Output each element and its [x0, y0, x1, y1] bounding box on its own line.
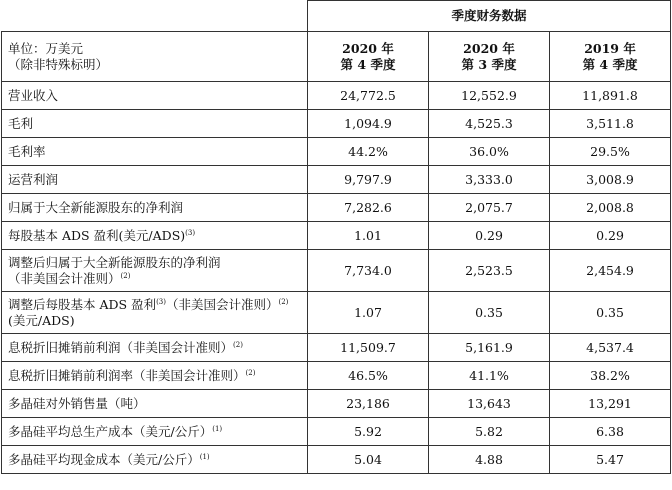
value-cell: 1.07 — [308, 292, 429, 334]
footnote-marker: (2) — [245, 368, 256, 377]
row-label-line — [8, 200, 301, 216]
value-cell: 1,094.9 — [308, 110, 429, 138]
value-cell: 4.88 — [429, 446, 550, 474]
footnote-marker: (2) — [278, 297, 289, 306]
column-year: 2020 年 — [342, 40, 394, 56]
value-cell: 5.04 — [308, 446, 429, 474]
row-label-cell — [2, 222, 308, 250]
value-cell: 3,008.9 — [550, 166, 671, 194]
row-label: 毛利 — [8, 115, 34, 131]
column-header-q4-2020 — [308, 32, 429, 82]
row-label-line — [8, 88, 301, 104]
row-label-cell — [2, 250, 308, 292]
value-cell: 2,523.5 — [429, 250, 550, 292]
value-cell: 6.38 — [550, 418, 671, 446]
table-group-header-row — [2, 1, 671, 32]
row-label-continuation: (美元/ADS) — [8, 312, 75, 328]
row-label-qualifier: （非美国会计准则） — [165, 296, 279, 312]
quarterly-financial-table — [1, 0, 671, 474]
unit-label: 单位：万美元 — [8, 40, 84, 56]
row-label-line — [8, 271, 301, 287]
value-cell: 5.47 — [550, 446, 671, 474]
row-label-line — [8, 368, 301, 384]
row-label: 调整后每股基本 ADS 盈利 — [8, 296, 157, 312]
row-label: 多晶硅平均现金成本（美元/公斤） — [8, 451, 200, 467]
row-label: 归属于大全新能源股东的净利润 — [8, 199, 184, 215]
value-cell: 38.2% — [550, 362, 671, 390]
table-row — [2, 222, 671, 250]
value-cell: 46.5% — [308, 362, 429, 390]
value-cell: 0.35 — [550, 292, 671, 334]
column-year: 2020 年 — [463, 40, 515, 56]
table-row — [2, 446, 671, 474]
row-label-cell — [2, 390, 308, 418]
column-quarter: 第 4 季度 — [582, 56, 638, 72]
row-label: 多晶硅对外销售量（吨） — [8, 395, 146, 411]
value-cell: 4,537.4 — [550, 334, 671, 362]
value-cell: 3,333.0 — [429, 166, 550, 194]
row-label-line — [8, 228, 301, 244]
column-quarter: 第 4 季度 — [340, 56, 396, 72]
value-cell: 1.01 — [308, 222, 429, 250]
value-cell: 0.29 — [429, 222, 550, 250]
value-cell: 5.92 — [308, 418, 429, 446]
row-label-line — [8, 313, 301, 329]
column-header-q4-2019 — [550, 32, 671, 82]
value-cell: 7,282.6 — [308, 194, 429, 222]
unit-cell — [2, 32, 308, 82]
footnote-marker: (1) — [212, 424, 223, 433]
row-label-line — [8, 424, 301, 440]
row-label-line — [8, 396, 301, 412]
value-cell: 0.35 — [429, 292, 550, 334]
table-column-header-row — [2, 32, 671, 82]
row-label: 运营利润 — [8, 171, 59, 187]
table-row — [2, 390, 671, 418]
table-row — [2, 334, 671, 362]
table-row — [2, 418, 671, 446]
value-cell: 9,797.9 — [308, 166, 429, 194]
table-row — [2, 292, 671, 334]
footnote-marker: (1) — [199, 452, 210, 461]
column-header-q3-2020 — [429, 32, 550, 82]
row-label-line — [8, 297, 301, 313]
row-label: 营业收入 — [8, 87, 59, 103]
table-body — [2, 82, 671, 474]
table-row — [2, 250, 671, 292]
row-label-line — [8, 255, 301, 271]
row-label: 每股基本 ADS 盈利(美元/ADS) — [8, 227, 186, 243]
row-label-line — [8, 116, 301, 132]
table-row — [2, 82, 671, 110]
column-quarter: 第 3 季度 — [461, 56, 517, 72]
value-cell: 11,891.8 — [550, 82, 671, 110]
row-label-line — [8, 172, 301, 188]
table-row — [2, 194, 671, 222]
value-cell: 41.1% — [429, 362, 550, 390]
footnote-marker: (2) — [233, 340, 243, 349]
table-row — [2, 110, 671, 138]
value-cell: 4,525.3 — [429, 110, 550, 138]
row-label-cell — [2, 194, 308, 222]
row-label-line — [8, 452, 301, 468]
row-label-cell — [2, 334, 308, 362]
column-year: 2019 年 — [584, 40, 636, 56]
row-label-continuation: （非美国会计准则） — [8, 270, 121, 286]
footnote-marker: (2) — [120, 271, 131, 280]
blank-corner-cell — [2, 1, 308, 32]
row-label-cell — [2, 446, 308, 474]
value-cell: 2,075.7 — [429, 194, 550, 222]
group-title: 季度财务数据 — [308, 1, 671, 32]
row-label-line — [8, 340, 301, 356]
value-cell: 0.29 — [550, 222, 671, 250]
value-cell: 2,454.9 — [550, 250, 671, 292]
value-cell: 11,509.7 — [308, 334, 429, 362]
value-cell: 3,511.8 — [550, 110, 671, 138]
value-cell: 5.82 — [429, 418, 550, 446]
footnote-marker: (3) — [156, 297, 166, 306]
row-label-line — [8, 144, 301, 160]
value-cell: 2,008.8 — [550, 194, 671, 222]
value-cell: 7,734.0 — [308, 250, 429, 292]
table-row — [2, 362, 671, 390]
row-label-cell — [2, 166, 308, 194]
value-cell: 36.0% — [429, 138, 550, 166]
row-label-cell — [2, 418, 308, 446]
row-label-cell — [2, 362, 308, 390]
table-row — [2, 138, 671, 166]
row-label-cell — [2, 82, 308, 110]
footnote-marker: (3) — [185, 228, 196, 237]
value-cell: 24,772.5 — [308, 82, 429, 110]
value-cell: 13,643 — [429, 390, 550, 418]
value-cell: 29.5% — [550, 138, 671, 166]
row-label: 息税折旧摊销前利润率（非美国会计准则） — [8, 367, 246, 383]
row-label-cell — [2, 292, 308, 334]
row-label: 毛利率 — [8, 143, 46, 159]
unit-note: （除非特殊标明） — [8, 56, 109, 72]
value-cell: 12,552.9 — [429, 82, 550, 110]
row-label-cell — [2, 110, 308, 138]
value-cell: 13,291 — [550, 390, 671, 418]
row-label: 调整后归属于大全新能源股东的净利润 — [8, 254, 221, 270]
table-row — [2, 166, 671, 194]
value-cell: 44.2% — [308, 138, 429, 166]
row-label-cell — [2, 138, 308, 166]
value-cell: 5,161.9 — [429, 334, 550, 362]
row-label: 多晶硅平均总生产成本（美元/公斤） — [8, 423, 213, 439]
row-label: 息税折旧摊销前利润（非美国会计准则） — [8, 339, 234, 355]
value-cell: 23,186 — [308, 390, 429, 418]
